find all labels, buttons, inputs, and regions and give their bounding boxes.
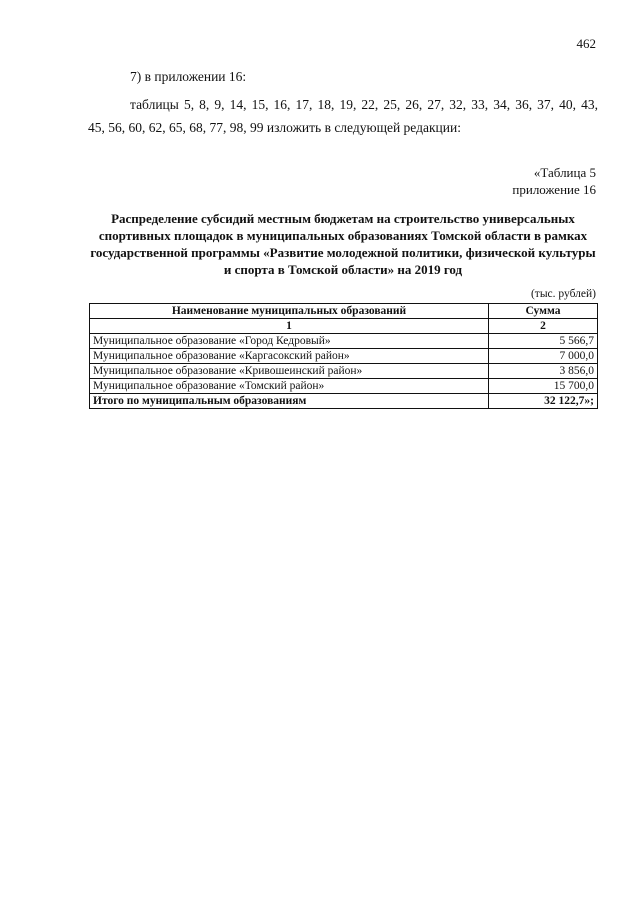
total-amount: 32 122,7»;	[489, 394, 598, 409]
row-amount: 5 566,7	[489, 334, 598, 349]
amendment-item: 7) в приложении 16:	[130, 69, 247, 84]
row-amount: 15 700,0	[489, 379, 598, 394]
table-number: «Таблица 5	[533, 165, 596, 180]
table-row	[90, 334, 598, 349]
header-name: Наименование муниципальных образований	[90, 304, 489, 319]
amendment-tables-line-continued: 45, 56, 60, 62, 65, 68, 77, 98, 99 изложить в следующей редакции:	[88, 120, 461, 135]
row-amount: 3 856,0	[489, 364, 598, 379]
appendix-number: приложение 16	[512, 182, 596, 197]
row-name: Муниципальное образование «Город Кедровый»	[90, 334, 489, 349]
total-row	[90, 394, 598, 409]
row-name: Муниципальное образование «Томский район»	[90, 379, 489, 394]
column-number-row	[90, 319, 598, 334]
amendment-tables-line: таблицы 5, 8, 9, 14, 15, 16, 17, 18, 19, 22, 25, 26, 27, 32, 33, 34, 36, 37, 40, 43,	[130, 97, 598, 112]
table-row	[90, 364, 598, 379]
subsidy-table	[89, 303, 598, 409]
row-name: Муниципальное образование «Каргасокский район»	[90, 349, 489, 364]
table-header-row	[90, 304, 598, 319]
table-row	[90, 349, 598, 364]
row-amount: 7 000,0	[489, 349, 598, 364]
header-amount: Сумма	[489, 304, 598, 319]
table-reference	[512, 164, 596, 198]
total-name: Итого по муниципальным образованиям	[90, 394, 489, 409]
row-name: Муниципальное образование «Кривошеинский район»	[90, 364, 489, 379]
table-row	[90, 379, 598, 394]
document-title: Распределение субсидий местным бюджетам на строительство универсальных спортивных площадок в муниципальных образованиях Томской области в рамках государственной программы «Развитие молодежной политики, физической культуры и спорта в Томской области» на 2019 год	[90, 211, 596, 277]
page-number: 462	[576, 36, 596, 51]
units-label: (тыс. рублей)	[530, 288, 596, 300]
column-number-2: 2	[489, 319, 598, 334]
column-number-1: 1	[90, 319, 489, 334]
